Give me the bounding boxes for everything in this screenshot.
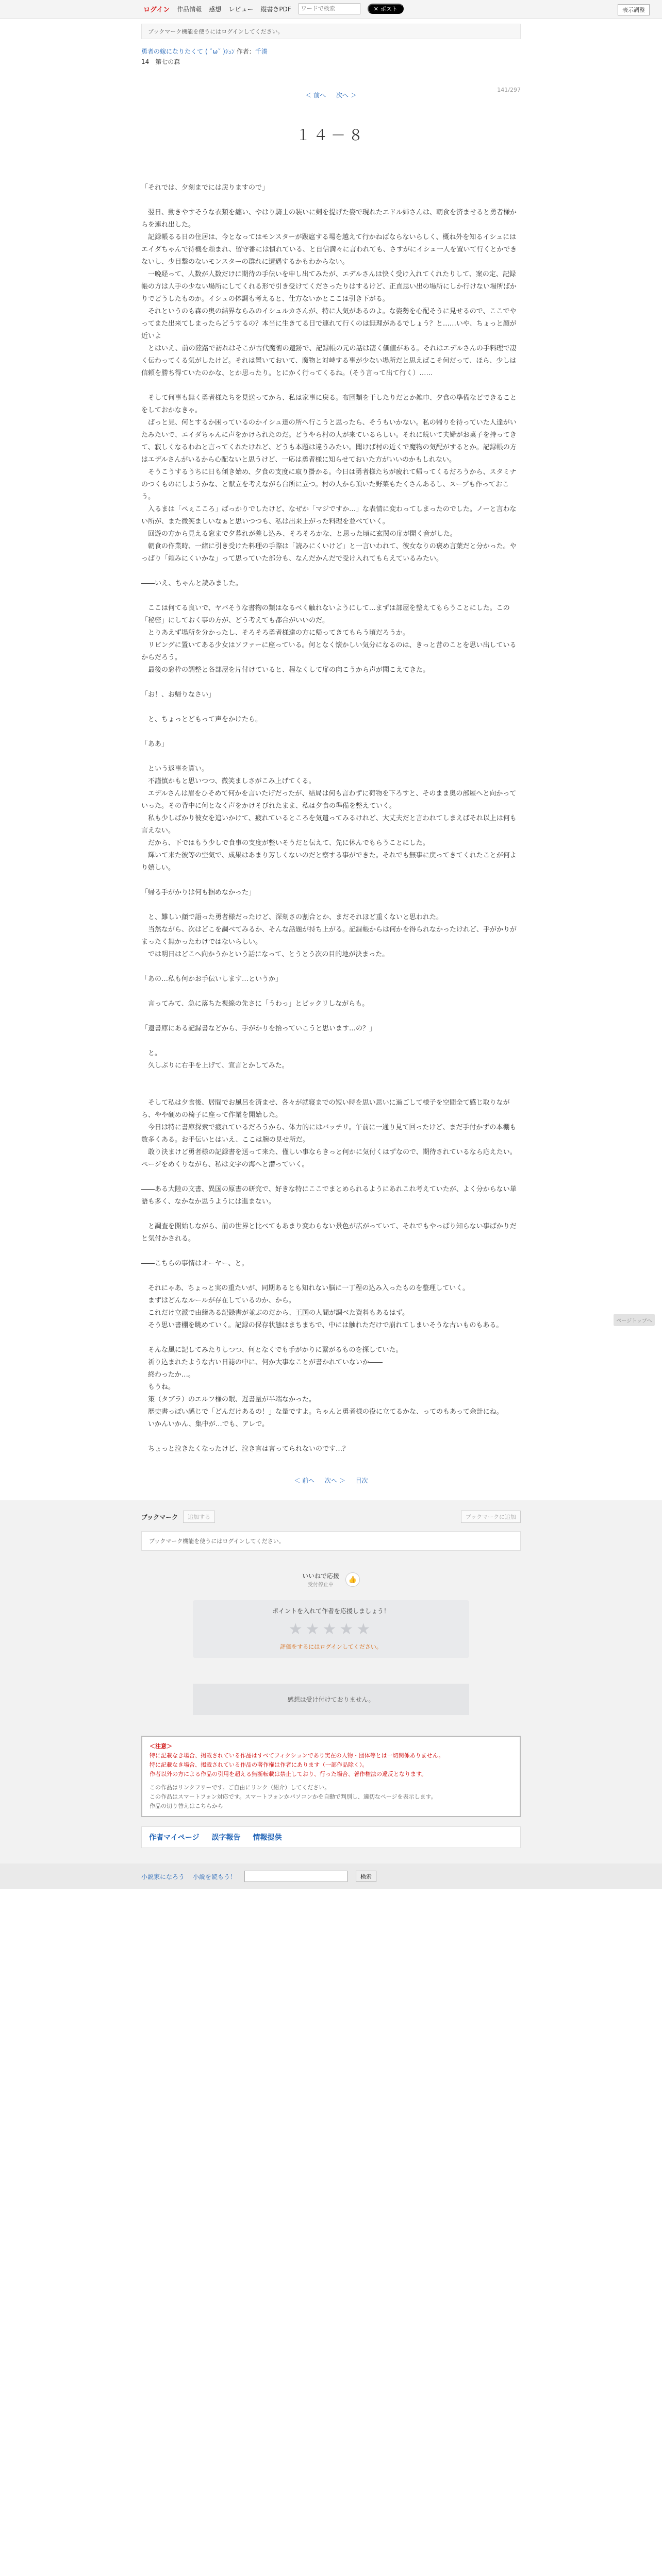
body-line: いかんいかん、集中が…でも、アレで。 bbox=[141, 1420, 269, 1428]
body-line bbox=[141, 590, 521, 602]
x-icon: ✕ bbox=[373, 6, 379, 12]
body-line: ここは何てる良いで、ヤバそうな書物の類はなるべく触れないようにして…まずは部屋を整えてもらうことにした。この「秘密」にしておく事の方が、どう考えても都合がいいのだ。 bbox=[141, 604, 510, 624]
footer-search-button[interactable]: 検索 bbox=[356, 1871, 376, 1882]
body-line: 祈り込まれたような古い日誌の中に、何か大事なことが書かれていないか―― bbox=[141, 1359, 383, 1366]
typo-report-link[interactable]: 誤字報告 bbox=[211, 1834, 241, 1842]
main-container bbox=[141, 24, 521, 1485]
display-settings-button[interactable]: 表示調整 bbox=[618, 4, 650, 15]
body-line: 「帰る手がかりは何も掴めなかった」 bbox=[141, 889, 256, 896]
body-line: 久しぶりに右手を上げて、宣言とかしてみた。 bbox=[141, 1062, 289, 1070]
body-line: 終わったか…。 bbox=[141, 1371, 195, 1379]
notice-extra[interactable]: 作品の切り替えはこちらから bbox=[150, 1803, 223, 1809]
body-line: ――こちらの事情はオーヤー、と。 bbox=[141, 1260, 249, 1267]
novel-header bbox=[141, 46, 521, 67]
login-link[interactable]: ログイン bbox=[143, 6, 170, 14]
body-line: ちょっと泣きたくなったけど、泣き言は言ってられないのです…？ bbox=[141, 1445, 350, 1453]
prev-link[interactable]: ＜ 前へ bbox=[305, 92, 326, 99]
author-links bbox=[141, 1826, 521, 1848]
bookmark-label: ブックマーク bbox=[141, 1513, 178, 1521]
search-input[interactable] bbox=[299, 3, 360, 14]
body-line: では明日はどこへ向かうかという話になって、とうとう次の目的地が決まった。 bbox=[141, 951, 389, 958]
body-line: まずはどんなルールが存在しているのか、から。 bbox=[141, 1297, 295, 1304]
body-line bbox=[141, 986, 521, 998]
body-line: と、難しい顔で語った勇者様だったけど、深刻さの割合とか、まだそれほど重くないと思われた。 bbox=[141, 913, 443, 921]
page-top-button[interactable]: ページトップへ bbox=[614, 1314, 655, 1326]
footer-link-narou[interactable]: 小説家になろう bbox=[141, 1873, 185, 1880]
footer-search-input[interactable] bbox=[244, 1871, 347, 1882]
pager-top bbox=[141, 91, 521, 99]
notice-extra: この作品はリンクフリーです。ご自由にリンク（紹介）してください。 bbox=[150, 1784, 330, 1791]
rating-box bbox=[193, 1600, 469, 1658]
body-line: それというのも森の奥の結界ならみのイシュルカさんが、特に人気があるのよ。な姿勢を心配そうに見せるので、ここでやってまた出来てしまったらどうするの？本当に生きてる日で連れて行くのは無理があるでしょう？と……いや、ちょっと顔が近いよ bbox=[141, 308, 517, 340]
info-link[interactable]: 情報提供 bbox=[253, 1834, 282, 1842]
body-line: 今日は特に書庫探索で疲れているだろうから、体力的にはバッチリ。午前に一通り見て回ったけど、まだ手付かずの本棚も数多くある。お手伝いとはいえ、ここは腕の見せ所だ。 bbox=[141, 1124, 517, 1144]
notice-line: 特に記載なき場合、掲載されている作品の著作権は作者にあります（一部作品除く）。 bbox=[150, 1761, 368, 1768]
body-line bbox=[141, 874, 521, 887]
body-line bbox=[141, 1245, 521, 1258]
body-line: ぱっと見、何とするか困っているのかイシュ達の所へ行こうと思ったら、そうもいかない。私の帰りを待っていた人達がいたみたいで、エイダちゃんに声をかけられたのだ。どうやら村の人が来ているらしい。それに続いて夫婦がお菓子を持ってきて、寂しくなるわねと言ってくれたけれど、どうも本題は違うみたい。聞けば村の近くで魔物の気配がするとか。記録帳の方はエデルさんがいるから心配ないと思うけど、一応は勇者様に知らせておいた方がいいのかもしれない。 bbox=[141, 419, 517, 464]
body-line bbox=[141, 701, 521, 714]
body-line: それにゃあ、ちょっと実の重たいが、同期あるとも知れない脳に一丁程の込み入ったものを整理していく。 bbox=[141, 1284, 469, 1292]
rating-note: 評価をするにはログインしてください。 bbox=[280, 1643, 382, 1650]
body-line: 「お！、お帰りなさい」 bbox=[141, 691, 216, 699]
body-line: 言ってみて、急に落ちた視線の先さに「うわっ」とビックリしながらも。 bbox=[141, 1000, 369, 1008]
rating-stars-icon[interactable]: ★★★★★ bbox=[288, 1620, 374, 1638]
body-line: ――ある大陸の文書、異国の原書の研究で、好きな特にここでまとめられるようにあれこれ考えていたが、よく分からない単語も多く、なかなか思うようには進まない。 bbox=[141, 1185, 517, 1206]
body-line bbox=[141, 676, 521, 689]
toc-link[interactable]: 目次 bbox=[355, 1477, 368, 1484]
top-nav bbox=[143, 3, 404, 14]
body-line bbox=[141, 1084, 521, 1097]
body-line bbox=[141, 961, 521, 973]
good-status: 受付停止中 bbox=[307, 1582, 334, 1588]
bookmark-notice-2: ブックマーク機能を使うにはログインしてください。 bbox=[141, 1531, 521, 1551]
post-label: ポスト bbox=[380, 6, 398, 12]
bookmark-disabled-button[interactable]: 追加する bbox=[183, 1511, 215, 1523]
next-link-bottom[interactable]: 次へ ＞ bbox=[324, 1477, 345, 1484]
nav-pdf[interactable]: 縦書きPDF bbox=[260, 5, 291, 13]
prev-link-bottom[interactable]: ＜ 前へ bbox=[294, 1477, 315, 1484]
body-line: 「ああ」 bbox=[141, 740, 169, 748]
body-line bbox=[141, 899, 521, 911]
novel-body bbox=[141, 182, 521, 1455]
body-line: これだけ立派で由緒ある記録書が並ぶのだから、王国の人間が調べた資料もあるはず。 bbox=[141, 1309, 409, 1317]
body-line bbox=[141, 726, 521, 738]
body-line: 「遺書庫にある記録書などから、手がかりを拾っていこうと思います…の？」 bbox=[141, 1025, 376, 1032]
body-line: 回遊の方から見える窓まで夕暮れが差し込み、そろそろかな、と思った頃に玄関の扉が開く音がした。 bbox=[141, 530, 457, 538]
top-bar bbox=[0, 0, 662, 19]
body-line: 記録帳るる日の住居は、今となってはモンスターが跋扈する場を越えて行かねばならないらしく、概ね外を知るイシュにはエイダちゃんで待機を頼まれ、留守番には慣れている、と自信満々に言われても、さすがにイシュ一人を置いて行くとかできないし、少目撃のないモンスターの群れに遭遇するかもわからない。 bbox=[141, 233, 517, 266]
bookmark-notice: ブックマーク機能を使うにはログインしてください。 bbox=[141, 24, 521, 39]
author-link[interactable]: 千湊 bbox=[255, 48, 268, 55]
body-line: と調査を開始しながら、前の世界と比べてもあまり変わらない景色が広がっていて、それでもやっぱり知らない事ばかりだと気付かされる。 bbox=[141, 1223, 517, 1243]
body-line: だから、下ではもう少しで食事の支度が整いそうだと伝えて、先に休んでもらうことにした。 bbox=[141, 839, 429, 847]
series-title-link[interactable]: 勇者の嫁になりたくて ( ˘ω˘ )ｼｭﾝ bbox=[141, 48, 235, 55]
body-line: 当然ながら、次はどこを調べてみるか、そんな話題が持ち上がる。記録帳からは何かを得られなかったけれど、手がかりがまったく無かったわけではないらしい。 bbox=[141, 926, 517, 946]
body-line bbox=[141, 194, 521, 207]
body-line bbox=[141, 751, 521, 763]
body-line: とりあえず場所を分かったし、そろそろ勇者様達の方に帰ってきてもらう頃だろうか。 bbox=[141, 629, 410, 637]
body-line: 朝食の作業時、一緒に引き受けた料理の手際は「読みにくいけど」と一言いわれて、彼女なりの褒め言葉だと分かった。やっぱり「頼みにくいかな」って思っていた部分も、なんだかんだで受け入れてもらえているみたい。 bbox=[141, 543, 517, 563]
body-line: そう思い書棚を眺めていく。記録の保存状態はまちまちで、中には触れただけで崩れてしまいそうな古いものもある。 bbox=[141, 1321, 503, 1329]
body-line: そして私は夕食後、居間でお風呂を済ませ、各々が就寝までの短い時を思い思いに過ごして様子を空間全て感じ取りながら、やや硬めの椅子に座って作業を開始した。 bbox=[141, 1099, 510, 1119]
bottom-area bbox=[0, 1500, 662, 1863]
chapter-number: 14 bbox=[141, 58, 150, 65]
next-link[interactable]: 次へ ＞ bbox=[336, 92, 357, 99]
good-label: いいねで応援 bbox=[302, 1572, 339, 1580]
body-line: 「それでは、夕刻までには戻りますので」 bbox=[141, 184, 269, 192]
body-line: と。 bbox=[141, 1049, 162, 1057]
body-line bbox=[141, 1171, 521, 1183]
body-line bbox=[141, 380, 521, 392]
body-line: リビングに置いてある少女はソファーに座っている。何となく懐かしい気分になるのは、きっと昔のことを思い出しているからだろう。 bbox=[141, 641, 517, 662]
body-line: 最後の窓枠の調整と各部屋を片付けていると、程なくして扉の向こうから声が聞こえてきた。 bbox=[141, 666, 430, 674]
bookmark-row bbox=[141, 1511, 521, 1523]
body-line: と、ちょっとどもって声をかけたら。 bbox=[141, 716, 262, 723]
bookmark-add-button[interactable]: ブックマークに追加 bbox=[461, 1511, 521, 1523]
footer-link-yomou[interactable]: 小説を読もう！ bbox=[193, 1873, 237, 1880]
body-line: もうね。 bbox=[141, 1383, 175, 1391]
body-line bbox=[141, 1208, 521, 1221]
author-mypage-link[interactable]: 作者マイページ bbox=[149, 1834, 200, 1842]
body-line bbox=[141, 565, 521, 578]
notice-extra: この作品はスマートフォン対応です。スマートフォンかパソコンかを自動で判別し、適切なページを表示します。 bbox=[150, 1793, 437, 1800]
good-area bbox=[0, 1571, 662, 1588]
body-line: という返事を貰い。 bbox=[141, 765, 209, 773]
body-line: 敢り決まけど勇者様の記録書を送って来た、僅しい事ならきっと何かに気付くはずなので、期待されているなら応えたい。ページをめくりながら、私は文字の海へと潜っていく。 bbox=[141, 1148, 517, 1168]
body-line: とはいえ、前の陸路で訪れはそこが古代魔術の遺跡で、記録帳の元の話は凄く価値がある。それはエデルさんの手料理で凄く伝わってくる気がしたけど。それは置いておいて、魔物と対峙する事が少ない場所だと思えばこそ何だって、ほら、少しは信頼を勝ち得ていたのかな、とか思ったり。とにかく行ってくるね。（そう言って出て行く）…… bbox=[141, 345, 517, 377]
nav-impression[interactable]: 感想 bbox=[209, 5, 222, 13]
body-line: 歴史書っぽい感じで「どんだけあるの！」な量ですよ。ちゃんと勇者様の役に立てるかな、ってのもあって余計にね。 bbox=[141, 1408, 503, 1416]
rating-title: ポイントを入れて作者を応援しましょう！ bbox=[272, 1607, 390, 1615]
nav-info[interactable]: 作品情報 bbox=[177, 5, 202, 13]
body-line bbox=[141, 1431, 521, 1443]
page-count: 141/297 bbox=[497, 87, 521, 93]
body-line: そして何事も無く勇者様たちを見送ってから、私は家事に戻る。布団類を干したりだとか雑巾、夕食の準備などできることをしておかなきゃ。 bbox=[141, 394, 517, 414]
body-line: 不謹慎かもと思いつつ、微笑ましさがこみ上げてくる。 bbox=[141, 777, 316, 785]
body-line: そうこうするうちに日も傾き始め、夕食の支度に取り掛かる。今日は勇者様たちが疲れて帰ってくるだろうから、スタミナのつくものにしようかな、と献立を考えながら台所に立つ。村の人から頂いた野菜もたくさんあるし、スープも作っておこう。 bbox=[141, 468, 517, 501]
body-line bbox=[141, 1035, 521, 1047]
notice-box bbox=[141, 1736, 521, 1817]
body-line bbox=[141, 1270, 521, 1282]
body-line bbox=[141, 1072, 521, 1084]
body-line: そんな風に記してみたりしつつ、何となくでも手がかりに繋がるものを探していた。 bbox=[141, 1346, 403, 1354]
pager-bottom bbox=[141, 1476, 521, 1485]
episode-subtitle: １４－８ bbox=[295, 127, 366, 144]
notice-line: 作者以外の方による作品の引用を超える無断転載は禁止しており、行った場合、著作権法の違反となります。 bbox=[150, 1771, 427, 1777]
body-line: 私も少しばかり彼女を追いかけて、疲れているところを気遣ってみるけれど、大丈夫だと言われてしまえばそれ以上は何も言えない。 bbox=[141, 815, 517, 835]
impression-box: 感想は受け付けておりません。 bbox=[193, 1684, 469, 1715]
body-line bbox=[141, 1332, 521, 1344]
notice-title: ＜注意＞ bbox=[150, 1743, 172, 1750]
body-line: 入るまは「ぺぇこころ」ばっかりでしたけど、なぜか「マジですか…」な表情に変わってしまったのでした。ノーと言わない所が、また微笑ましいなぁと思いつつも、私は出来上がった料理を並べていく。 bbox=[141, 505, 517, 526]
body-line: 翌日、動きやすそうな衣類を纏い、やはり騎士の装いに剣を提げた姿で現れたエドル姉さんは、朝食を済ませると勇者様からを連れ出した。 bbox=[141, 209, 517, 229]
body-line: 一晩経って、人数が人数だけに期待の手伝いを申し出てみたが、エデルさんは快く受け入れてくれたりして、案の定、記録帳の方は人手の少ない場所にしてくれる形で引き受けてくださったりはするけど、正直思い出の場所にしか行けない場所ばかりでどうしたものか。イシュの体調も考えると、仕方ないかとここは引き下がる。 bbox=[141, 270, 517, 303]
author-prefix: 作者： bbox=[236, 48, 255, 55]
body-line bbox=[141, 1010, 521, 1023]
body-line: ――いえ、ちゃんと読みました。 bbox=[141, 580, 242, 587]
notice-line: 特に記載なき場合、掲載されている作品はすべてフィクションであり実在の人物・団体等とは一切関係ありません。 bbox=[150, 1752, 444, 1759]
thumbs-up-icon[interactable]: 👍 bbox=[345, 1572, 360, 1587]
body-line: エデルさんは眉をひそめて何かを言いたげだったが、結局は何も言わずに荷物を下ろすと、そのまま奥の部屋へと向かっていった。その背中に何となく声をかけそびれたまま、私は夕食の準備を整えていく。 bbox=[141, 790, 517, 810]
body-line: 策（タブラ）のエルフ様の眠、遅書量が半端なかった。 bbox=[141, 1396, 316, 1403]
body-line: 輝いて来た彼等の空気で、成果はあまり芳しくないのだと察する事ができた。それでも無事に戻ってきてくれたことが何より嬉しい。 bbox=[141, 852, 517, 872]
post-button[interactable] bbox=[368, 4, 404, 14]
body-line: 「あの…私も何かお手伝いします…というか」 bbox=[141, 975, 283, 983]
chapter-title: 第七の森 bbox=[155, 58, 180, 65]
footer bbox=[0, 1863, 662, 1889]
nav-review[interactable]: レビュー bbox=[228, 5, 254, 13]
